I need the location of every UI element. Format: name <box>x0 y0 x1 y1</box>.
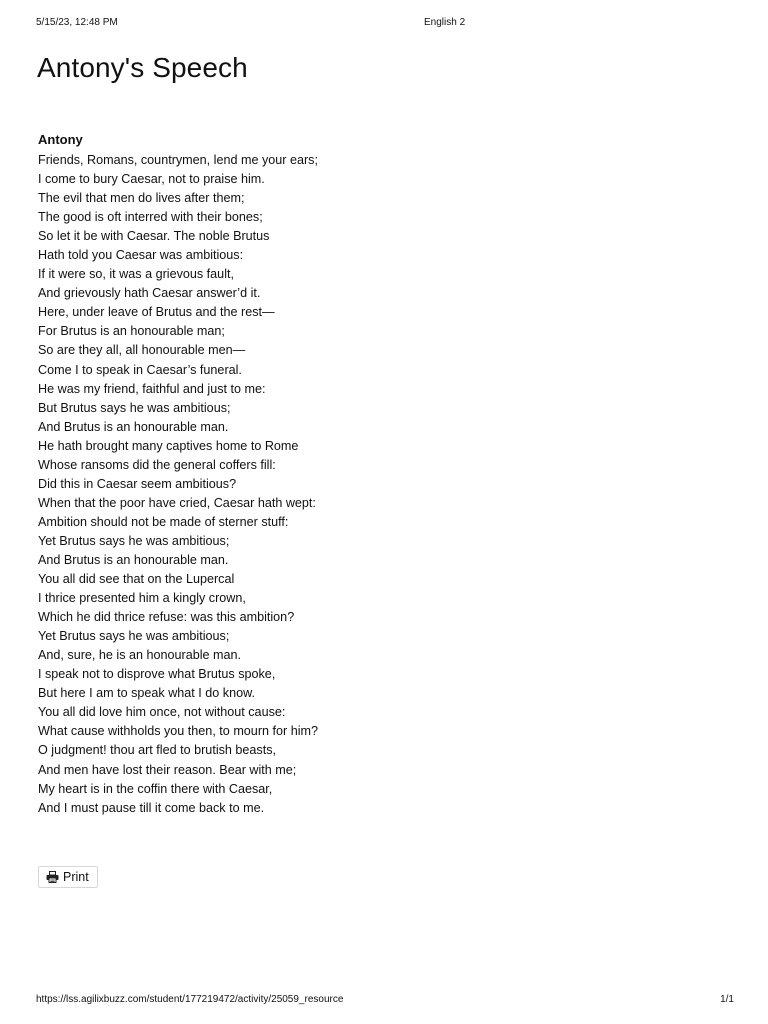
speech-line: I speak not to disprove what Brutus spoke, <box>38 667 276 682</box>
print-date: 5/15/23, 12:48 PM <box>36 17 118 28</box>
speech-line: For Brutus is an honourable man; <box>38 324 225 339</box>
speech-line: He hath brought many captives home to Rome <box>38 438 299 453</box>
speech-line: Did this in Caesar seem ambitious? <box>38 476 237 491</box>
print-document-title: English 2 <box>424 17 466 28</box>
speech-line: Here, under leave of Brutus and the rest— <box>38 305 275 320</box>
speech-line: When that the poor have cried, Caesar hath wept: <box>38 495 316 510</box>
speech-line: So let it be with Caesar. The noble Brutus <box>38 229 270 244</box>
speech-line: And men have lost their reason. Bear with me; <box>38 762 297 777</box>
speech-line: But Brutus says he was ambitious; <box>38 400 231 415</box>
speech-line: I thrice presented him a kingly crown, <box>38 591 246 606</box>
speech-line: If it were so, it was a grievous fault, <box>38 267 234 282</box>
print-button-label: Print <box>63 870 89 884</box>
speech-line: My heart is in the coffin there with Caesar, <box>38 781 273 796</box>
speech-line: You all did love him once, not without cause: <box>38 705 286 720</box>
speech-line: And Brutus is an honourable man. <box>38 419 229 434</box>
speech-line: Friends, Romans, countrymen, lend me your ears; <box>38 153 318 167</box>
speech-line: Ambition should not be made of sterner stuff: <box>38 514 289 529</box>
page-title: Antony's Speech <box>37 52 248 83</box>
speech-line: And, sure, he is an honourable man. <box>38 648 242 663</box>
speech-line: I come to bury Caesar, not to praise him. <box>38 172 265 187</box>
speech-line: Come I to speak in Caesar’s funeral. <box>38 362 242 377</box>
speech-line: And grievously hath Caesar answer’d it. <box>38 286 261 301</box>
print-button[interactable] <box>38 866 98 888</box>
speech-line: And I must pause till it come back to me. <box>38 800 265 815</box>
speech-line: And Brutus is an honourable man. <box>38 552 229 567</box>
print-header <box>36 17 732 31</box>
speech-line: Yet Brutus says he was ambitious; <box>38 629 230 644</box>
speech-line: Whose ransoms did the general coffers fill: <box>38 457 276 472</box>
speech-line: Which he did thrice refuse: was this ambition? <box>38 610 295 625</box>
speaker-name: Antony <box>38 132 83 147</box>
speech-line: But here I am to speak what I do know. <box>38 686 256 701</box>
speech-line: So are they all, all honourable men— <box>38 343 246 358</box>
page-count: 1/1 <box>720 994 734 1005</box>
speech-line: Hath told you Caesar was ambitious: <box>38 248 244 263</box>
speech-line: You all did see that on the Lupercal <box>38 572 235 587</box>
print-footer <box>36 994 734 1008</box>
speech-line: The good is oft interred with their bones; <box>38 210 263 225</box>
speech-line: Yet Brutus says he was ambitious; <box>38 533 230 548</box>
speech-text <box>38 151 318 818</box>
page-url: https://lss.agilixbuzz.com/student/177219472/activity/25059_resource <box>36 994 344 1005</box>
speech-line: The evil that men do lives after them; <box>38 191 245 206</box>
speech-line: He was my friend, faithful and just to me: <box>38 381 266 396</box>
printer-icon <box>46 871 59 883</box>
speech-line: What cause withholds you then, to mourn for him? <box>38 724 319 739</box>
speech-line: O judgment! thou art fled to brutish beasts, <box>38 743 277 758</box>
